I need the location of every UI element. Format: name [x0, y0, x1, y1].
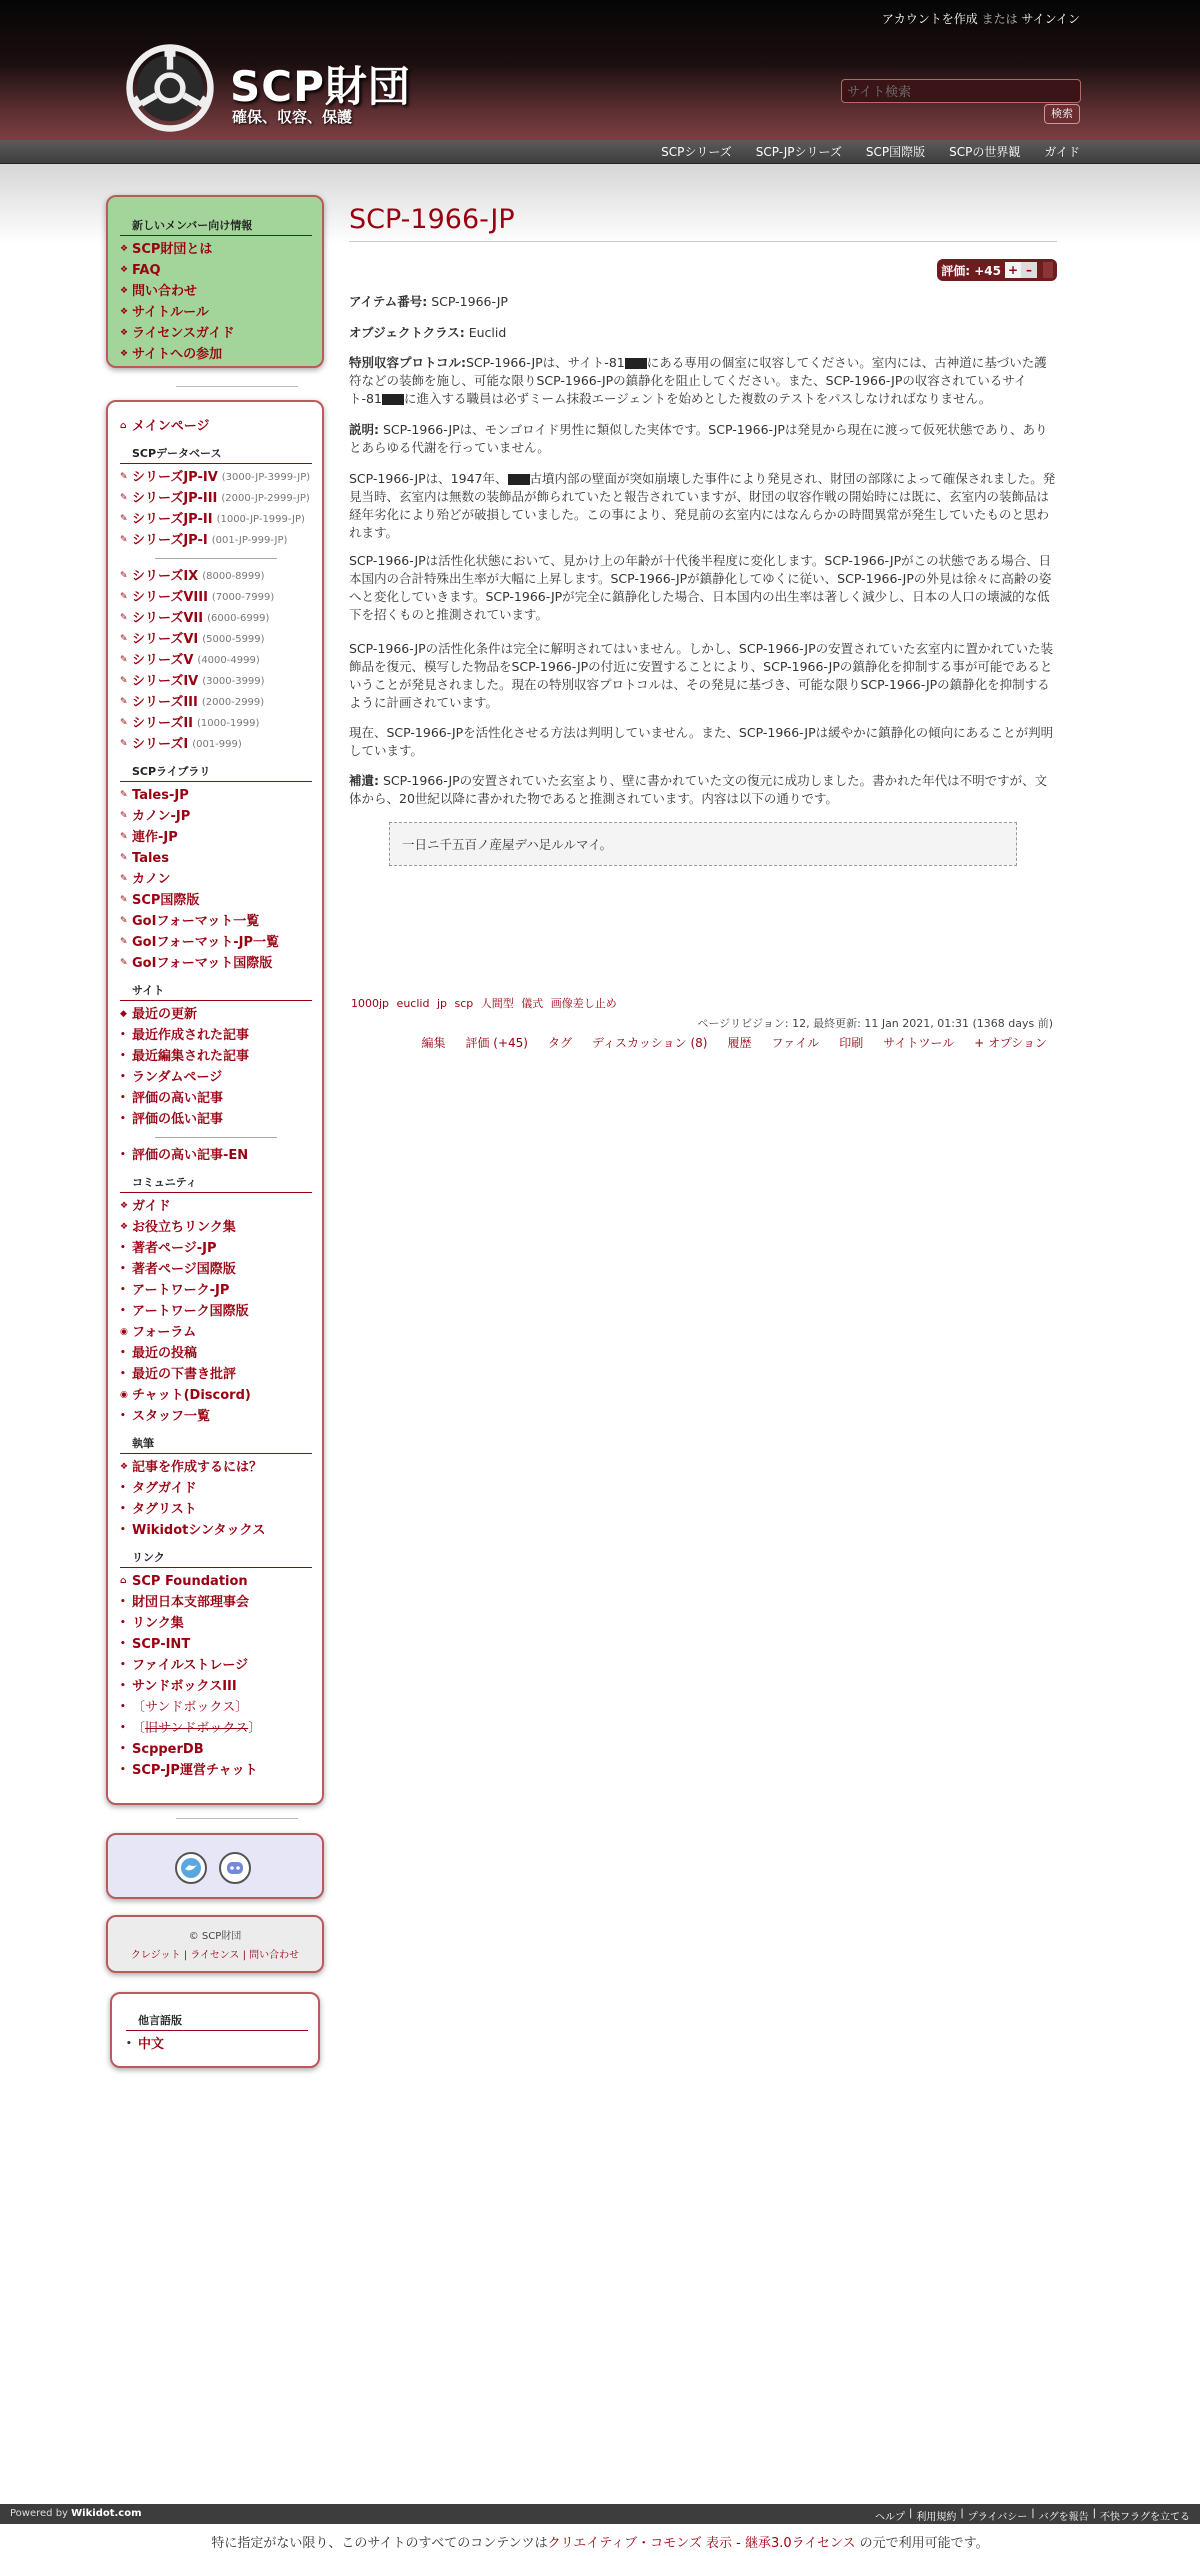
book-icon: ✎ — [120, 853, 128, 863]
sidebar-item-series-3[interactable]: ✎ シリーズIII (2000-2999) — [120, 692, 312, 713]
diamond-icon: ❖ — [120, 265, 129, 275]
powered-by: Powered by Wikidot.com — [10, 2508, 142, 2519]
redacted-block — [382, 394, 404, 405]
document-icon: ✎ — [120, 697, 128, 707]
document-icon: ✎ — [120, 676, 128, 686]
bullet-icon: • — [120, 1618, 126, 1628]
paragraph-activation: SCP-1966-JPは活性化状態において、見かけ上の年齢が十代後半程度に変化します。SCP-1966-JPがこの状態である場合、日本国内の合計特殊出生率が大幅に上昇します。SCP-1966-JPが鎮静化してゆくに従い、SCP-1966-JPの外見は徐々に高齢の姿へと変化していきます。SCP-1966-JPが完全に鎮静化した場合、日本国内の出生率は著しく減少し、日本の人口の壊滅的な低下を招くものと推測されています。 — [349, 553, 1052, 622]
book-icon: ✎ — [120, 958, 128, 968]
contact-link[interactable]: 問い合わせ — [249, 1950, 300, 1961]
credit-link[interactable]: クレジット — [130, 1950, 181, 1961]
tag-link[interactable]: 儀式 — [521, 997, 544, 1010]
sidebar-item-artwork-jp[interactable]: • アートワーク-JP — [120, 1280, 312, 1301]
bullet-icon: • — [120, 1723, 126, 1733]
sidebar-item-license-guide[interactable]: ❖ ライセンスガイド — [120, 323, 312, 344]
bullet-icon: • — [120, 1264, 126, 1274]
bullet-icon: • — [120, 1660, 126, 1670]
intro-heading: 新しいメンバー向け情報 — [120, 217, 312, 236]
sidebar-item-artwork-intl[interactable]: • アートワーク国際版 — [120, 1301, 312, 1322]
sidebar-item-top-rated[interactable]: • 評価の高い記事 — [120, 1088, 312, 1109]
document-icon: ✎ — [120, 592, 128, 602]
quote-block: 一日ニ千五百ノ産屋デハ足ルルマイ。 — [389, 822, 1017, 866]
chat-icon: ◉ — [120, 1390, 128, 1400]
sidebar-item-tales[interactable]: ✎ Tales — [120, 848, 312, 869]
sidebar-item-staff[interactable]: • スタッフ一覧 — [120, 1406, 312, 1427]
site-heading: サイト — [120, 982, 312, 1001]
sidebar-item-about[interactable]: ❖ SCP財団とは — [120, 239, 312, 260]
print-button[interactable]: 印刷 — [839, 1036, 864, 1050]
sidebar-item-board[interactable]: • 財団日本支部理事会 — [120, 1592, 312, 1613]
tag-link[interactable]: euclid — [396, 997, 430, 1010]
sidebar-item-author-jp[interactable]: • 著者ページ-JP — [120, 1238, 312, 1259]
document-icon: ✎ — [120, 493, 128, 503]
rate-up-button[interactable]: + — [1005, 262, 1021, 278]
sidebar-item-tales-jp[interactable]: ✎ Tales-JP — [120, 785, 312, 806]
tag-link[interactable]: scp — [454, 997, 474, 1010]
search-button[interactable]: 検索 — [1044, 104, 1080, 124]
twitter-icon[interactable] — [174, 1851, 208, 1885]
sidebar-item-author-intl[interactable]: • 著者ページ国際版 — [120, 1259, 312, 1280]
nav-scp-international[interactable]: SCP国際版 — [865, 145, 926, 159]
files-button[interactable]: ファイル — [771, 1036, 820, 1050]
side-menu — [106, 400, 324, 1805]
sidebar-item-link-collection[interactable]: • リンク集 — [120, 1613, 312, 1634]
bullet-icon: • — [120, 1369, 126, 1379]
sidebar-item-series-1[interactable]: ✎ シリーズI (001-999) — [120, 734, 312, 755]
document-icon: ✎ — [120, 655, 128, 665]
terms-link[interactable]: 利用規約 — [916, 2512, 957, 2523]
sidebar-item-series-7[interactable]: ✎ シリーズVII (6000-6999) — [120, 608, 312, 629]
divider — [176, 1818, 298, 1819]
site-slogan: 確保、収容、保護 — [232, 108, 353, 126]
page-tags — [351, 995, 617, 1011]
diamond-icon: ❖ — [120, 307, 129, 317]
sidebar-item-goi-formats-intl[interactable]: ✎ GoIフォーマット国際版 — [120, 953, 312, 974]
sidebar-item-main-page[interactable]: ⌂ メインページ — [120, 416, 312, 437]
account-or-text: または — [981, 12, 1018, 26]
bullet-icon: • — [120, 1504, 126, 1514]
sidebar-item-forum[interactable]: ◉ フォーラム — [120, 1322, 312, 1343]
more-options-button[interactable]: + オプション — [974, 1036, 1047, 1050]
object-class: オブジェクトクラス: Euclid — [349, 325, 507, 340]
edit-button[interactable]: 編集 — [421, 1036, 446, 1050]
divider — [176, 386, 298, 387]
diamond-icon: ❖ — [120, 328, 129, 338]
sidebar-item-series-2[interactable]: ✎ シリーズII (1000-1999) — [120, 713, 312, 734]
description: 説明: SCP-1966-JPは、モンゴロイド男性に類似した実体です。SCP-1966-JPは発見から現在に渡って仮死状態であり、ありとあらゆる代謝を行っていません。 — [349, 422, 1048, 455]
bullet-icon: • — [120, 1483, 126, 1493]
tag-link[interactable]: 1000jp — [351, 997, 390, 1010]
sidebar-item-sandbox[interactable]: • 〔サンドボックス〕 — [120, 1697, 312, 1718]
links-heading: リンク — [120, 1549, 312, 1568]
document-icon: ✎ — [120, 613, 128, 623]
sidebar-item-scpperdb[interactable]: • ScpperDB — [120, 1739, 312, 1760]
diamond-icon: ❖ — [120, 1222, 129, 1232]
sidebar-item-wikidot-syntax[interactable]: • Wikidotシンタックス — [120, 1520, 312, 1541]
sidebar-item-random-page[interactable]: • ランダムページ — [120, 1067, 312, 1088]
bullet-icon: • — [120, 1765, 126, 1775]
diamond-icon: ❖ — [120, 286, 129, 296]
languages-heading: 他言語版 — [126, 2012, 308, 2031]
sidebar-item-sandbox-3[interactable]: • サンドボックスIII — [120, 1676, 312, 1697]
rating-score: 評価: +45 — [941, 263, 1001, 278]
license-block — [106, 1915, 324, 1973]
sidebar-item-contact[interactable]: ❖ 問い合わせ — [120, 281, 312, 302]
page-revision-info: ページリビジョン: 12, 最終更新: 11 Jan 2021, 01:31 (1368 days 前) — [697, 1017, 1053, 1030]
footer-links: ヘルプ | 利用規約 | プライバシー | バグを報告 | 不快フラグを立てる — [875, 2508, 1190, 2523]
site-tools-button[interactable]: サイトツール — [883, 1036, 955, 1050]
document-icon: ✎ — [120, 634, 128, 644]
cc-license-link[interactable]: クリエイティブ・コモンズ 表示 - 継承3.0ライセンス — [547, 2536, 856, 2551]
bullet-icon: • — [120, 1150, 126, 1160]
sidebar-item-faq[interactable]: ❖ FAQ — [120, 260, 312, 281]
sidebar-item-scp-foundation[interactable]: ⌂ SCP Foundation — [120, 1571, 312, 1592]
bullet-icon: • — [120, 1051, 126, 1061]
bullet-icon: ◆ — [120, 1009, 127, 1019]
tag-link[interactable]: jp — [436, 997, 447, 1010]
item-number: アイテム番号: SCP-1966-JP — [349, 294, 508, 309]
site-header — [0, 0, 1200, 140]
containment-procedures: 特別収容プロトコル:SCP-1966-JPは、サイト-81 にある専用の個室に収容してください。室内には、古神道に基づいた護符などの装飾を施し、可能な限りSCP-1966-JPの鎮静化を阻止してください。また、SCP-1966-JPの収容されているサイト-81 に進入する職員は必ずミーム抹殺エージェントを始めとした複数のテストをパスしなければなりません。 — [349, 355, 1047, 406]
sidebar-item-tag-guide[interactable]: • タグガイド — [120, 1478, 312, 1499]
diamond-icon: ❖ — [120, 1201, 129, 1211]
nav-guide[interactable]: ガイド — [1044, 145, 1080, 159]
bullet-icon: • — [120, 1702, 126, 1712]
top-navigation-bar — [0, 140, 1200, 164]
bullet-icon: • — [120, 1072, 126, 1082]
sidebar-item-how-to-write[interactable]: ❖ 記事を作成するには？ — [120, 1457, 312, 1478]
discord-icon[interactable] — [218, 1851, 252, 1885]
nav-scp-jp-series[interactable]: SCP-JPシリーズ — [755, 145, 842, 159]
library-heading: SCPライブラリ — [120, 763, 312, 782]
paragraph-discovery: SCP-1966-JPは、1947年、 古墳内部の壁面が突如崩壊した事件により発見され、財団の部隊によって確保されました。発見当時、玄室内は無数の装飾品が飾られていたと報告されていますが、財団の収容作戦の開始時には既に、玄室内の装飾品は経年劣化により殆どが破損していました。この事により、発見前の玄室内にはなんらかの時間異常が発生していたものと思われます。 — [349, 471, 1056, 540]
bullet-icon: • — [120, 1243, 126, 1253]
sidebar-item-series-8[interactable]: ✎ シリーズVIII (7000-7999) — [120, 587, 312, 608]
bullet-icon: • — [120, 1639, 126, 1649]
sidebar-item-series-4[interactable]: ✎ シリーズIV (3000-3999) — [120, 671, 312, 692]
document-icon: ✎ — [120, 472, 128, 482]
bullet-icon: • — [120, 1114, 126, 1124]
sidebar-item-rules[interactable]: ❖ サイトルール — [120, 302, 312, 323]
license-links: クレジット | ライセンス | 問い合わせ — [130, 1950, 300, 1961]
discussion-button[interactable]: ディスカッション (8) — [591, 1036, 708, 1050]
bullet-icon: • — [120, 1285, 126, 1295]
bullet-icon: • — [120, 1525, 126, 1535]
bullet-icon: • — [120, 1030, 126, 1040]
wikidot-link[interactable]: Wikidot.com — [71, 2508, 142, 2519]
diamond-icon: ❖ — [120, 244, 129, 254]
rate-down-button[interactable]: – — [1021, 262, 1037, 278]
rate-button[interactable]: 評価 (+45) — [465, 1036, 528, 1050]
document-icon: ✎ — [120, 718, 128, 728]
book-icon: ✎ — [120, 916, 128, 926]
sidebar-item-series-5[interactable]: ✎ シリーズV (4000-4999) — [120, 650, 312, 671]
book-icon: ✎ — [120, 895, 128, 905]
tag-link[interactable]: 画像差し止め — [550, 997, 617, 1010]
sidebar-item-series-works-jp[interactable]: ✎ 連作-JP — [120, 827, 312, 848]
bullet-icon: • — [120, 1093, 126, 1103]
other-languages-block — [110, 1992, 320, 2068]
sidebar-item-goi-formats[interactable]: ✎ GoIフォーマット一覧 — [120, 911, 312, 932]
book-icon: ✎ — [120, 832, 128, 842]
sidebar-item-series-jp-4[interactable]: ✎ シリーズJP-IV (3000-JP-3999-JP) — [120, 467, 312, 488]
social-block — [106, 1833, 324, 1899]
bullet-icon: • — [120, 1744, 126, 1754]
copyright-text: © SCP財団 — [188, 1931, 242, 1942]
diamond-icon: ❖ — [120, 349, 129, 359]
paragraph-conditions: SCP-1966-JPの活性化条件は完全に解明されてはいません。しかし、SCP-1966-JPの安置されていた玄室内に置かれていた装飾品を復元、模写した物品をSCP-1966-JPの付近に安置することにより、SCP-1966-JPの鎮静化を抑制する事が可能であるということが発見されました。現在の特別収容プロトコルは、その発見に基づき、可能な限りSCP-1966-JPの鎮静化を抑制するように計画されています。 — [349, 641, 1054, 710]
sidebar-item-canon-jp[interactable]: ✎ カノン-JP — [120, 806, 312, 827]
sidebar-item-recent-changes[interactable]: ◆ 最近の更新 — [120, 1004, 312, 1025]
sidebar-item-scp-international[interactable]: ✎ SCP国際版 — [120, 890, 312, 911]
nav-scp-series[interactable]: SCPシリーズ — [661, 145, 732, 159]
document-icon: ✎ — [120, 514, 128, 524]
sidebar-item-staff-chat[interactable]: • SCP-JP運営チャット — [120, 1760, 312, 1781]
page-title: SCP-1966-JP — [349, 200, 1057, 242]
sidebar-item-series-jp-3[interactable]: ✎ シリーズJP-III (2000-JP-2999-JP) — [120, 488, 312, 509]
bullet-icon: • — [120, 1681, 126, 1691]
document-icon: ✎ — [120, 739, 128, 749]
sidebar-item-useful-links[interactable]: ❖ お役立ちリンク集 — [120, 1217, 312, 1238]
sidebar-item-chat[interactable]: ◉ チャット(Discord) — [120, 1385, 312, 1406]
tag-link[interactable]: 人間型 — [480, 997, 514, 1010]
page-options-bar — [421, 1034, 1047, 1051]
bullet-icon: • — [126, 2039, 132, 2049]
flag-objectionable-link[interactable]: 不快フラグを立てる — [1100, 2512, 1190, 2523]
divider — [155, 1137, 277, 1138]
sidebar-item-recently-created[interactable]: • 最近作成された記事 — [120, 1025, 312, 1046]
divider — [155, 558, 277, 559]
book-icon: ✎ — [120, 937, 128, 947]
diamond-icon: ❖ — [120, 1462, 129, 1472]
bullet-icon: • — [120, 1411, 126, 1421]
footer-bar — [0, 2504, 1200, 2524]
book-icon: ✎ — [120, 790, 128, 800]
bullet-icon: • — [120, 1306, 126, 1316]
account-options — [882, 10, 1080, 27]
tags-button[interactable]: タグ — [547, 1036, 572, 1050]
bullet-icon: • — [120, 1348, 126, 1358]
sidebar-item-goi-formats-jp[interactable]: ✎ GoIフォーマット-JP一覧 — [120, 932, 312, 953]
sidebar-item-old-sandbox[interactable]: • 〔 旧サンドボックス 〕 — [120, 1718, 312, 1739]
book-icon: ✎ — [120, 874, 128, 884]
sidebar-item-top-rated-en[interactable]: • 評価の高い記事-EN — [120, 1145, 312, 1166]
home-icon: ⌂ — [120, 421, 127, 431]
help-link[interactable]: ヘルプ — [875, 2512, 905, 2523]
report-bug-link[interactable]: バグを報告 — [1038, 2512, 1089, 2523]
license-notice: 特に指定がない限り、このサイトのすべてのコンテンツはクリエイティブ・コモンズ 表示 - 継承3.0ライセンス の元で利用可能です。 — [211, 2536, 989, 2551]
sidebar-item-series-9[interactable]: ✎ シリーズIX (8000-8999) — [120, 566, 312, 587]
sign-in-link[interactable]: サインイン — [1021, 12, 1080, 26]
sidebar-item-tag-list[interactable]: • タグリスト — [120, 1499, 312, 1520]
paragraph-current: 現在、SCP-1966-JPを活性化させる方法は判明していません。また、SCP-1966-JPは緩やかに鎮静化の傾向にあることが判明しています。 — [349, 725, 1054, 758]
sidebar-item-series-jp-2[interactable]: ✎ シリーズJP-II (1000-JP-1999-JP) — [120, 509, 312, 530]
sidebar-item-chinese[interactable]: • 中文 — [126, 2034, 308, 2055]
community-heading: コミュニティ — [120, 1174, 312, 1193]
book-icon: ✎ — [120, 811, 128, 821]
new-member-block — [106, 195, 324, 368]
document-icon: ✎ — [120, 535, 128, 545]
sidebar-item-canon[interactable]: ✎ カノン — [120, 869, 312, 890]
site-name[interactable]: SCP財団 — [230, 62, 411, 111]
sidebar-item-draft-critique[interactable]: • 最近の下書き批評 — [120, 1364, 312, 1385]
chat-icon: ◉ — [120, 1327, 128, 1337]
sidebar-item-lowest-rated[interactable]: • 評価の低い記事 — [120, 1109, 312, 1130]
sidebar-item-guide[interactable]: ❖ ガイド — [120, 1196, 312, 1217]
rate-cancel-button[interactable] — [1043, 262, 1053, 278]
sidebar-item-scp-int[interactable]: • SCP-INT — [120, 1634, 312, 1655]
sidebar-item-recently-edited[interactable]: • 最近編集された記事 — [120, 1046, 312, 1067]
addendum: 補遺: SCP-1966-JPの安置されていた玄室より、壁に書かれていた文の復元に成功しました。書かれた年代は不明ですが、文体から、20世紀以降に書かれた物であると推測されています。内容は以下の通りです。 — [349, 773, 1048, 806]
sidebar-item-recent-posts[interactable]: • 最近の投稿 — [120, 1343, 312, 1364]
scp-logo-icon[interactable] — [124, 42, 216, 134]
search-input[interactable] — [841, 79, 1081, 103]
redacted-block — [625, 358, 647, 369]
sidebar-item-series-6[interactable]: ✎ シリーズVI (5000-5999) — [120, 629, 312, 650]
redacted-block — [508, 474, 530, 485]
sidebar-item-join[interactable]: ❖ サイトへの参加 — [120, 344, 312, 365]
license-link[interactable]: ライセンス — [190, 1950, 240, 1961]
rating-module — [937, 259, 1057, 281]
document-icon: ✎ — [120, 571, 128, 581]
database-heading: SCPデータベース — [120, 445, 312, 464]
sidebar-item-file-storage[interactable]: • ファイルストレージ — [120, 1655, 312, 1676]
privacy-link[interactable]: プライバシー — [967, 2512, 1028, 2523]
home-icon: ⌂ — [120, 1576, 127, 1586]
create-account-link[interactable]: アカウントを作成 — [881, 12, 978, 26]
writing-heading: 執筆 — [120, 1435, 312, 1454]
sidebar-item-series-jp-1[interactable]: ✎ シリーズJP-I (001-JP-999-JP) — [120, 530, 312, 551]
nav-scp-world[interactable]: SCPの世界観 — [949, 145, 1021, 159]
bullet-icon: • — [120, 1597, 126, 1607]
history-button[interactable]: 履歴 — [727, 1036, 752, 1050]
page-content — [349, 200, 1057, 1050]
